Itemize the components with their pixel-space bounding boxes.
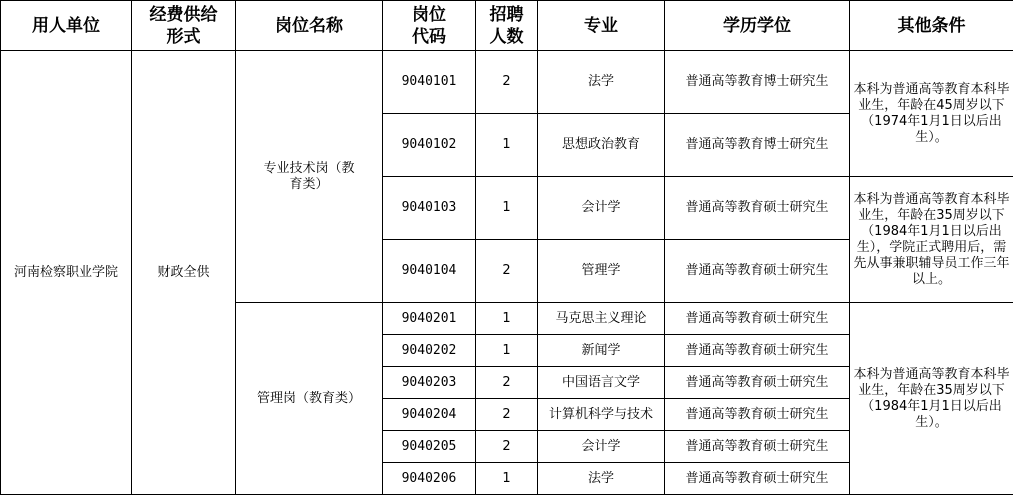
header-hire-line1: 招聘 <box>477 4 536 26</box>
post-code-cell: 9040201 <box>383 303 476 335</box>
header-funding <box>132 1 236 51</box>
hire-count-cell: 1 <box>476 335 538 367</box>
major-cell: 法学 <box>538 463 665 495</box>
hire-count-cell: 1 <box>476 177 538 240</box>
header-funding-line2: 形式 <box>133 26 234 48</box>
header-post-code <box>383 1 476 51</box>
post-code-cell: 9040205 <box>383 431 476 463</box>
header-post-name: 岗位名称 <box>236 1 383 51</box>
major-cell: 法学 <box>538 51 665 114</box>
major-cell: 马克思主义理论 <box>538 303 665 335</box>
post-code-cell: 9040104 <box>383 240 476 303</box>
degree-cell: 普通高等教育硕士研究生 <box>665 303 850 335</box>
degree-cell: 普通高等教育硕士研究生 <box>665 367 850 399</box>
header-post-code-line1: 岗位 <box>384 4 474 26</box>
degree-cell: 普通高等教育博士研究生 <box>665 51 850 114</box>
degree-cell: 普通高等教育硕士研究生 <box>665 335 850 367</box>
major-cell: 管理学 <box>538 240 665 303</box>
post-code-cell: 9040101 <box>383 51 476 114</box>
unit-cell: 河南检察职业学院 <box>1 51 132 495</box>
condition-master-tech: 本科为普通高等教育本科毕业生，年龄在35周岁以下（1984年1月1日以后出生），学院正式聘用后，需先从事兼职辅导员工作三年以上。 <box>850 177 1013 303</box>
post-code-cell: 9040203 <box>383 367 476 399</box>
hire-count-cell: 1 <box>476 463 538 495</box>
hire-count-cell: 2 <box>476 51 538 114</box>
post-name-tech: 专业技术岗（教育类） <box>236 51 383 303</box>
header-other: 其他条件 <box>850 1 1013 51</box>
major-cell: 中国语言文学 <box>538 367 665 399</box>
table-row <box>1 51 1013 114</box>
degree-cell: 普通高等教育博士研究生 <box>665 114 850 177</box>
header-unit: 用人单位 <box>1 1 132 51</box>
hire-count-cell: 1 <box>476 303 538 335</box>
degree-cell: 普通高等教育硕士研究生 <box>665 177 850 240</box>
hire-count-cell: 1 <box>476 114 538 177</box>
major-cell: 会计学 <box>538 177 665 240</box>
degree-cell: 普通高等教育硕士研究生 <box>665 463 850 495</box>
degree-cell: 普通高等教育硕士研究生 <box>665 431 850 463</box>
major-cell: 思想政治教育 <box>538 114 665 177</box>
degree-cell: 普通高等教育硕士研究生 <box>665 240 850 303</box>
post-code-cell: 9040206 <box>383 463 476 495</box>
hire-count-cell: 2 <box>476 367 538 399</box>
post-code-cell: 9040102 <box>383 114 476 177</box>
condition-phd: 本科为普通高等教育本科毕业生，年龄在45周岁以下（1974年1月1日以后出生）。 <box>850 51 1013 177</box>
header-major: 专业 <box>538 1 665 51</box>
post-code-cell: 9040202 <box>383 335 476 367</box>
header-funding-line1: 经费供给 <box>133 4 234 26</box>
major-cell: 会计学 <box>538 431 665 463</box>
header-hire-count <box>476 1 538 51</box>
hire-count-cell: 2 <box>476 240 538 303</box>
post-code-cell: 9040103 <box>383 177 476 240</box>
degree-cell: 普通高等教育硕士研究生 <box>665 399 850 431</box>
post-name-mgmt: 管理岗（教育类） <box>236 303 383 495</box>
major-cell: 计算机科学与技术 <box>538 399 665 431</box>
condition-master-mgmt: 本科为普通高等教育本科毕业生，年龄在35周岁以下（1984年1月1日以后出生）。 <box>850 303 1013 495</box>
header-row <box>1 1 1013 51</box>
funding-cell: 财政全供 <box>132 51 236 495</box>
post-code-cell: 9040204 <box>383 399 476 431</box>
header-post-code-line2: 代码 <box>384 26 474 48</box>
hire-count-cell: 2 <box>476 399 538 431</box>
header-degree: 学历学位 <box>665 1 850 51</box>
major-cell: 新闻学 <box>538 335 665 367</box>
hire-count-cell: 2 <box>476 431 538 463</box>
header-hire-line2: 人数 <box>477 26 536 48</box>
